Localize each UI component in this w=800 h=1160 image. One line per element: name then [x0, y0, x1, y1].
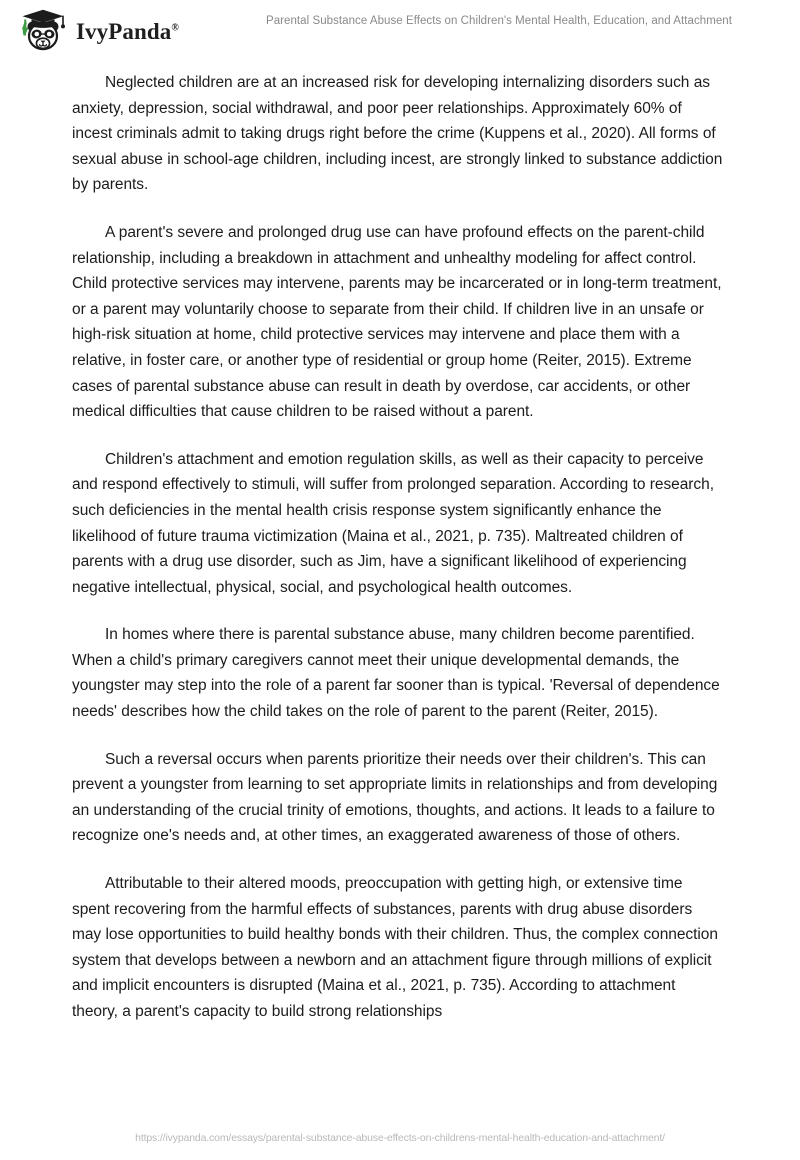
body-paragraph: In homes where there is parental substance abuse, many children become parentified. When a child's primary caregivers cannot meet their unique developmental demands, the youngster may step into the role of a parent far sooner than is typical. 'Reversal of dependence needs' describes how the child takes on the role of parent to the parent (Reiter, 2015).: [72, 626, 720, 721]
panda-graduate-logo-icon: [14, 9, 70, 53]
body-paragraph: Attributable to their altered moods, preoccupation with getting high, or extensive time spent recovering from the harmful effects of substances, parents with drug abuse disorders may lose opportunities to build healthy bonds with their children. Thus, the complex connection system that develops between a newborn and an attachment figure through millions of explicit and implicit encounters is disrupted (Maina et al., 2021, p. 735). According to attachment theory, a parent's capacity to build strong relationships: [72, 875, 718, 1020]
document-title-header: Parental Substance Abuse Effects on Children's Mental Health, Education, and Attachment: [266, 15, 732, 27]
page-footer: [0, 1128, 800, 1146]
brand-logo[interactable]: [14, 10, 179, 52]
page-header: [0, 0, 800, 60]
document-body: [72, 70, 724, 1025]
registered-mark: ®: [171, 21, 179, 33]
body-paragraph: Neglected children are at an increased risk for developing internalizing disorders such as anxiety, depression, social withdrawal, and poor peer relationships. Approximately 60% of incest criminals admit to taking drugs right before the crime (Kuppens et al., 2020). All forms of sexual abuse in school-age children, including incest, are strongly linked to substance addiction by parents.: [72, 74, 723, 194]
body-paragraph: Children's attachment and emotion regulation skills, as well as their capacity to perceive and respond effectively to stimuli, will suffer from prolonged separation. According to research, such deficiencies in the mental health crisis response system significantly enhance the likelihood of future trauma victimization (Maina et al., 2021, p. 735). Maltreated children of parents with a drug use disorder, such as Jim, have a significant likelihood of experiencing negative intellectual, physical, social, and psychological health outcomes.: [72, 450, 714, 596]
source-url[interactable]: https://ivypanda.com/essays/parental-substance-abuse-effects-on-childrens-mental-health-education-and-attachment/: [135, 1132, 665, 1144]
body-paragraph: Such a reversal occurs when parents prioritize their needs over their children's. This can prevent a youngster from learning to set appropriate limits in relationships and from developing an understanding of the crucial trinity of emotions, thoughts, and actions. It leads to a failure to recognize one's needs and, at other times, an exaggerated awareness of those of others.: [72, 750, 718, 845]
brand-name-text: IvyPanda: [76, 18, 172, 44]
body-paragraph: A parent's severe and prolonged drug use can have profound effects on the parent-child relationship, including a breakdown in attachment and unhealthy modeling for affect control. Child protective services may intervene, parents may be incarcerated or in long-term treatment, or a parent may voluntarily choose to separate from their child. If children live in an unsafe or high-risk situation at home, child protective services may intervene and place them with a relative, in foster care, or another type of residential or group home (Reiter, 2015). Extreme cases of parental substance abuse can result in death by overdose, car accidents, or other medical difficulties that cause children to be raised without a parent.: [72, 223, 722, 421]
brand-wordmark: [76, 20, 179, 43]
